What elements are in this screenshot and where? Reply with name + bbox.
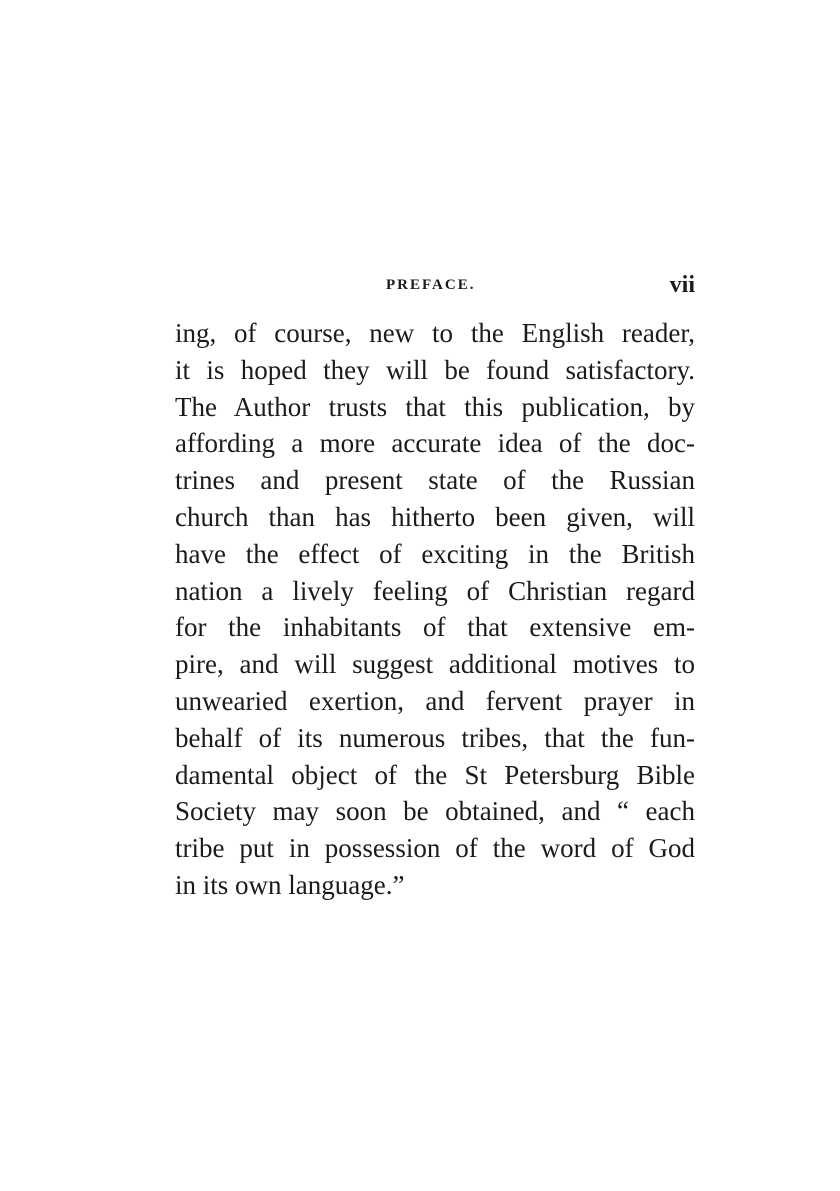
text-line: affording a more accurate idea of the doc- [175, 428, 695, 459]
text-line: tribe put in possession of the word of God [175, 833, 695, 864]
text-line: pire, and will suggest additional motives to [175, 649, 695, 680]
text-line: behalf of its numerous tribes, that the fun- [175, 722, 695, 753]
text-line: trines and present state of the Russian [175, 465, 695, 496]
text-line: in its own language.” [175, 869, 405, 900]
body-text [175, 315, 695, 904]
text-line: nation a lively feeling of Christian regard [175, 575, 695, 606]
text-line: unwearied exertion, and fervent prayer in [175, 685, 695, 716]
text-line: Society may soon be obtained, and “ each [175, 796, 695, 827]
text-line: The Author trusts that this publication, by [175, 391, 695, 422]
text-line: it is hoped they will be found satisfactory. [175, 354, 695, 385]
text-line: for the inhabitants of that extensive em- [175, 612, 695, 643]
text-line: have the effect of exciting in the British [175, 538, 695, 569]
page-number: vii [669, 272, 695, 298]
running-header [175, 272, 695, 302]
text-line: damental object of the St Petersburg Bible [175, 759, 695, 790]
text-line: ing, of course, new to the English reader, [175, 318, 695, 348]
text-line: church than has hitherto been given, will [175, 501, 695, 532]
running-title: PREFACE. [386, 277, 476, 293]
